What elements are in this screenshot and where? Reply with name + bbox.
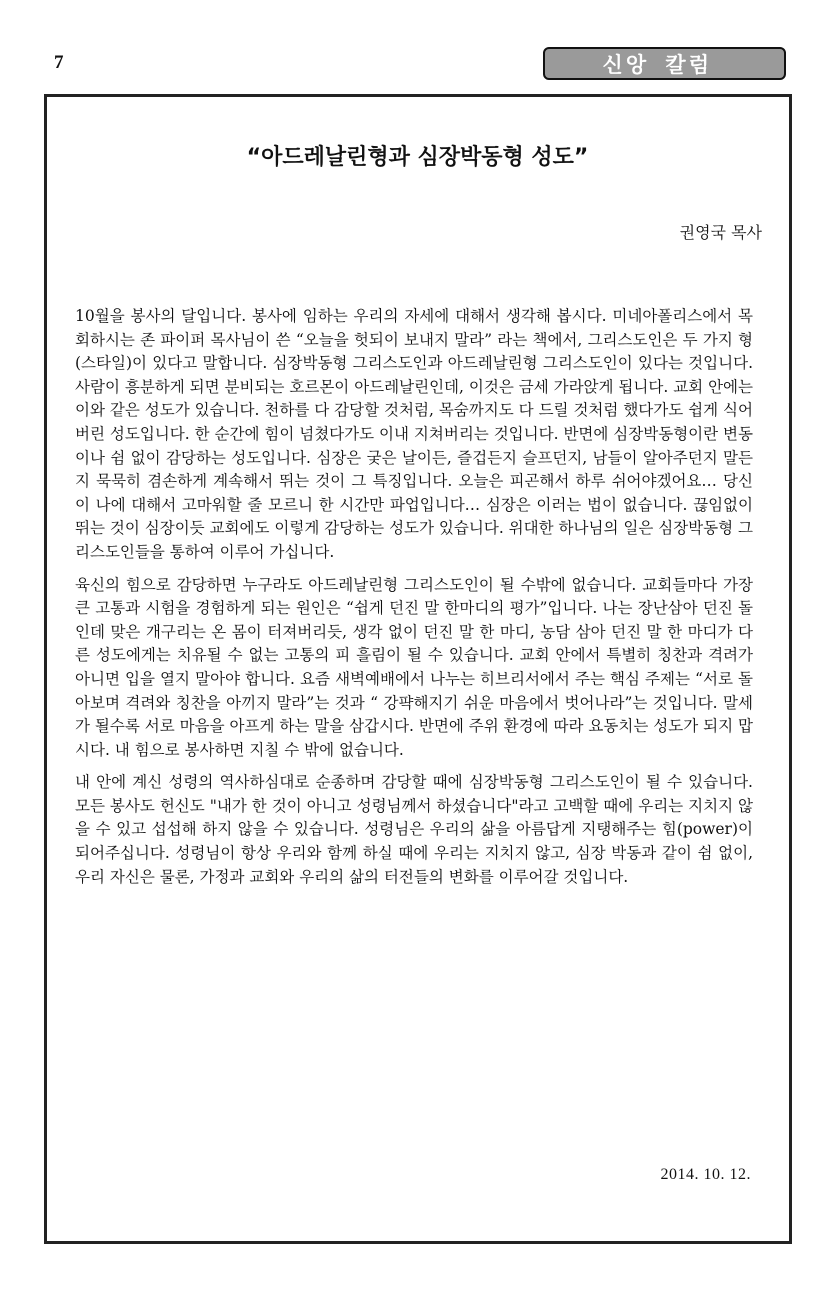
article-body <box>75 305 753 898</box>
article-date: 2014. 10. 12. <box>660 1166 751 1183</box>
page-number: 7 <box>54 52 64 73</box>
paragraph: 육신의 힘으로 감당하면 누구라도 아드레날린형 그리스도인이 될 수밖에 없습니다. 교회들마다 가장 큰 고통과 시험을 경험하게 되는 원인은 “쉽게 던진 말 한마디의 평가”입니다. 나는 장난삼아 던진 돌인데 맞은 개구리는 온 몸이 터져버리듯, 생각 없이 던진 말 한 마디, 농담 삼아 던진 말 한 마디가 다른 성도에게는 치유될 수 없는 고통의 피 흘림이 될 수 있습니다. 교회 안에서 특별히 칭찬과 격려가 아니면 입을 열지 말아야 합니다. 요즘 새벽예배에서 나누는 히브리서에서 주는 핵심 주제는 “서로 돌아보며 격려와 칭찬을 아끼지 말라”는 것과 “ 강퍅해지기 쉬운 마음에서 벗어나라”는 것입니다. 말세가 될수록 서로 마음을 아프게 하는 말을 삼갑시다. 반면에 주위 환경에 따라 요동치는 성도가 되지 맙시다. 내 힘으로 봉사하면 지칠 수 밖에 없습니다. <box>75 575 753 759</box>
paragraph: 내 안에 계신 성령의 역사하심대로 순종하며 감당할 때에 심장박동형 그리스도인이 될 수 있습니다. 모든 봉사도 헌신도 "내가 한 것이 아니고 성령님께서 하셨습니다"라고 고백할 때에 우리는 지치지 않을 수 있고 섭섭해 하지 않을 수 있습니다. 성령님은 우리의 삶을 아름답게 지탱해주는 힘(power)이 되어주십니다. 성령님이 항상 우리와 함께 하실 때에 우리는 지치지 않고, 심장 박동과 같이 쉼 없이, 우리 자신은 물론, 가정과 교회와 우리의 삶의 터전들의 변화를 이루어갈 것입니다. <box>75 773 753 886</box>
section-label-tab <box>543 47 786 80</box>
article-title: “아드레날린형과 심장박동형 성도” <box>246 145 589 170</box>
section-label: 신앙 칼럼 <box>602 52 712 77</box>
article-author: 권영국 목사 <box>679 223 762 242</box>
paragraph: 10월을 봉사의 달입니다. 봉사에 임하는 우리의 자세에 대해서 생각해 봅시다. 미네아폴리스에서 목회하시는 존 파이퍼 목사님이 쓴 “오늘을 헛되이 보내지 말라” 라는 책에서, 그리스도인은 두 가지 형(스타일)이 있다고 말합니다. 심장박동형 그리스도인과 아드레날린형 그리스도인이 있다는 것입니다. 사람이 흥분하게 되면 분비되는 호르몬이 아드레날린인데, 이것은 금세 가라앉게 됩니다. 교회 안에는 이와 같은 성도가 있습니다. 천하를 다 감당할 것처럼, 목숨까지도 다 드릴 것처럼 했다가도 쉽게 식어버린 성도입니다. 한 순간에 힘이 넘쳤다가도 이내 지쳐버리는 것입니다. 반면에 심장박동형이란 변동이나 쉼 없이 감당하는 성도입니다. 심장은 궂은 날이든, 즐겁든지 슬프던지, 남들이 알아주던지 말든지 묵묵히 겸손하게 계속해서 뛰는 것이 그 특징입니다. 오늘은 피곤해서 하루 쉬어야겠어요… 당신이 나에 대해서 고마워할 줄 모르니 한 시간만 파업입니다… 심장은 이러는 법이 없습니다. 끊임없이 뛰는 것이 심장이듯 교회에도 이렇게 감당하는 성도가 있습니다. 위대한 하나님의 일은 심장박동형 그리스도인들을 통하여 이루어 가십니다. <box>75 307 753 561</box>
